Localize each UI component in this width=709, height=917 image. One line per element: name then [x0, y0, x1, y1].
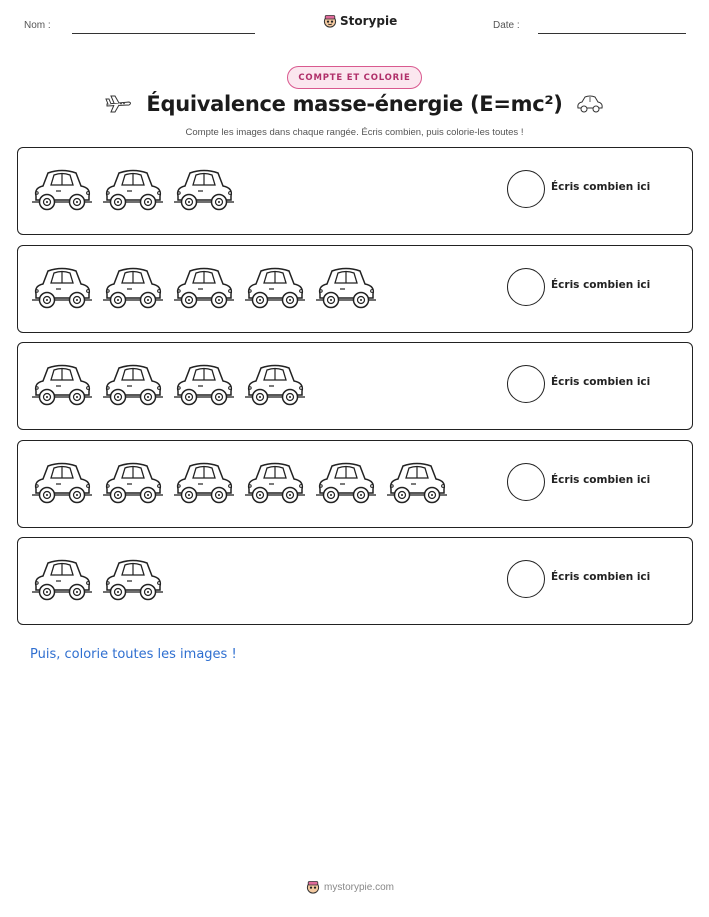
mascot-icon — [323, 14, 337, 28]
answer-label: Écris combien ici — [551, 278, 651, 291]
car-icon — [30, 357, 94, 409]
footer-note: Puis, colorie toutes les images ! — [30, 647, 237, 662]
car-icon — [575, 93, 605, 115]
date-line[interactable] — [538, 33, 686, 34]
answer-circle[interactable] — [507, 463, 545, 501]
car-icon — [243, 260, 307, 312]
image-strip — [30, 552, 165, 604]
car-icon — [172, 357, 236, 409]
car-icon — [101, 357, 165, 409]
name-line[interactable] — [72, 33, 255, 34]
answer-circle[interactable] — [507, 170, 545, 208]
image-strip — [30, 357, 307, 409]
site-url: mystorypie.com — [324, 881, 395, 893]
car-icon — [172, 162, 236, 214]
answer-label: Écris combien ici — [551, 571, 651, 583]
answer-label: Écris combien ici — [551, 376, 651, 388]
car-icon — [172, 455, 236, 507]
title-row — [0, 92, 709, 116]
answer-circle[interactable] — [507, 560, 545, 598]
date-label: Date : — [493, 20, 520, 31]
car-icon — [314, 455, 378, 507]
counting-row — [17, 342, 693, 430]
site-footer — [306, 880, 394, 894]
car-icon — [243, 455, 307, 507]
car-icon — [101, 552, 165, 604]
car-icon — [385, 455, 449, 507]
car-icon — [30, 162, 94, 214]
car-icon — [314, 260, 378, 312]
instructions: Compte les images dans chaque rangée. Écris combien, puis colorie-les toutes ! — [185, 127, 524, 138]
answer-label: Écris combien ici — [551, 473, 651, 486]
counting-row — [17, 537, 693, 625]
counting-row — [17, 147, 693, 235]
image-strip — [30, 455, 449, 507]
activity-badge: COMPTE ET COLORIE — [287, 66, 422, 89]
car-icon — [30, 552, 94, 604]
brand-logo — [323, 14, 397, 28]
car-icon — [101, 260, 165, 312]
image-strip — [30, 260, 378, 312]
name-label: Nom : — [24, 20, 51, 31]
car-icon — [172, 260, 236, 312]
car-icon — [101, 455, 165, 507]
image-strip — [30, 162, 236, 214]
page-title: Équivalence masse-énergie (E=mc²) — [146, 92, 563, 116]
car-icon — [30, 260, 94, 312]
mascot-icon — [306, 880, 320, 894]
car-icon — [243, 357, 307, 409]
answer-circle[interactable] — [507, 268, 545, 306]
car-icon — [30, 455, 94, 507]
brand-name: Storypie — [340, 14, 398, 28]
airplane-icon — [104, 93, 134, 115]
answer-circle[interactable] — [507, 365, 545, 403]
car-icon — [101, 162, 165, 214]
counting-row — [17, 245, 693, 333]
counting-row — [17, 440, 693, 528]
answer-label: Écris combien ici — [551, 181, 651, 193]
